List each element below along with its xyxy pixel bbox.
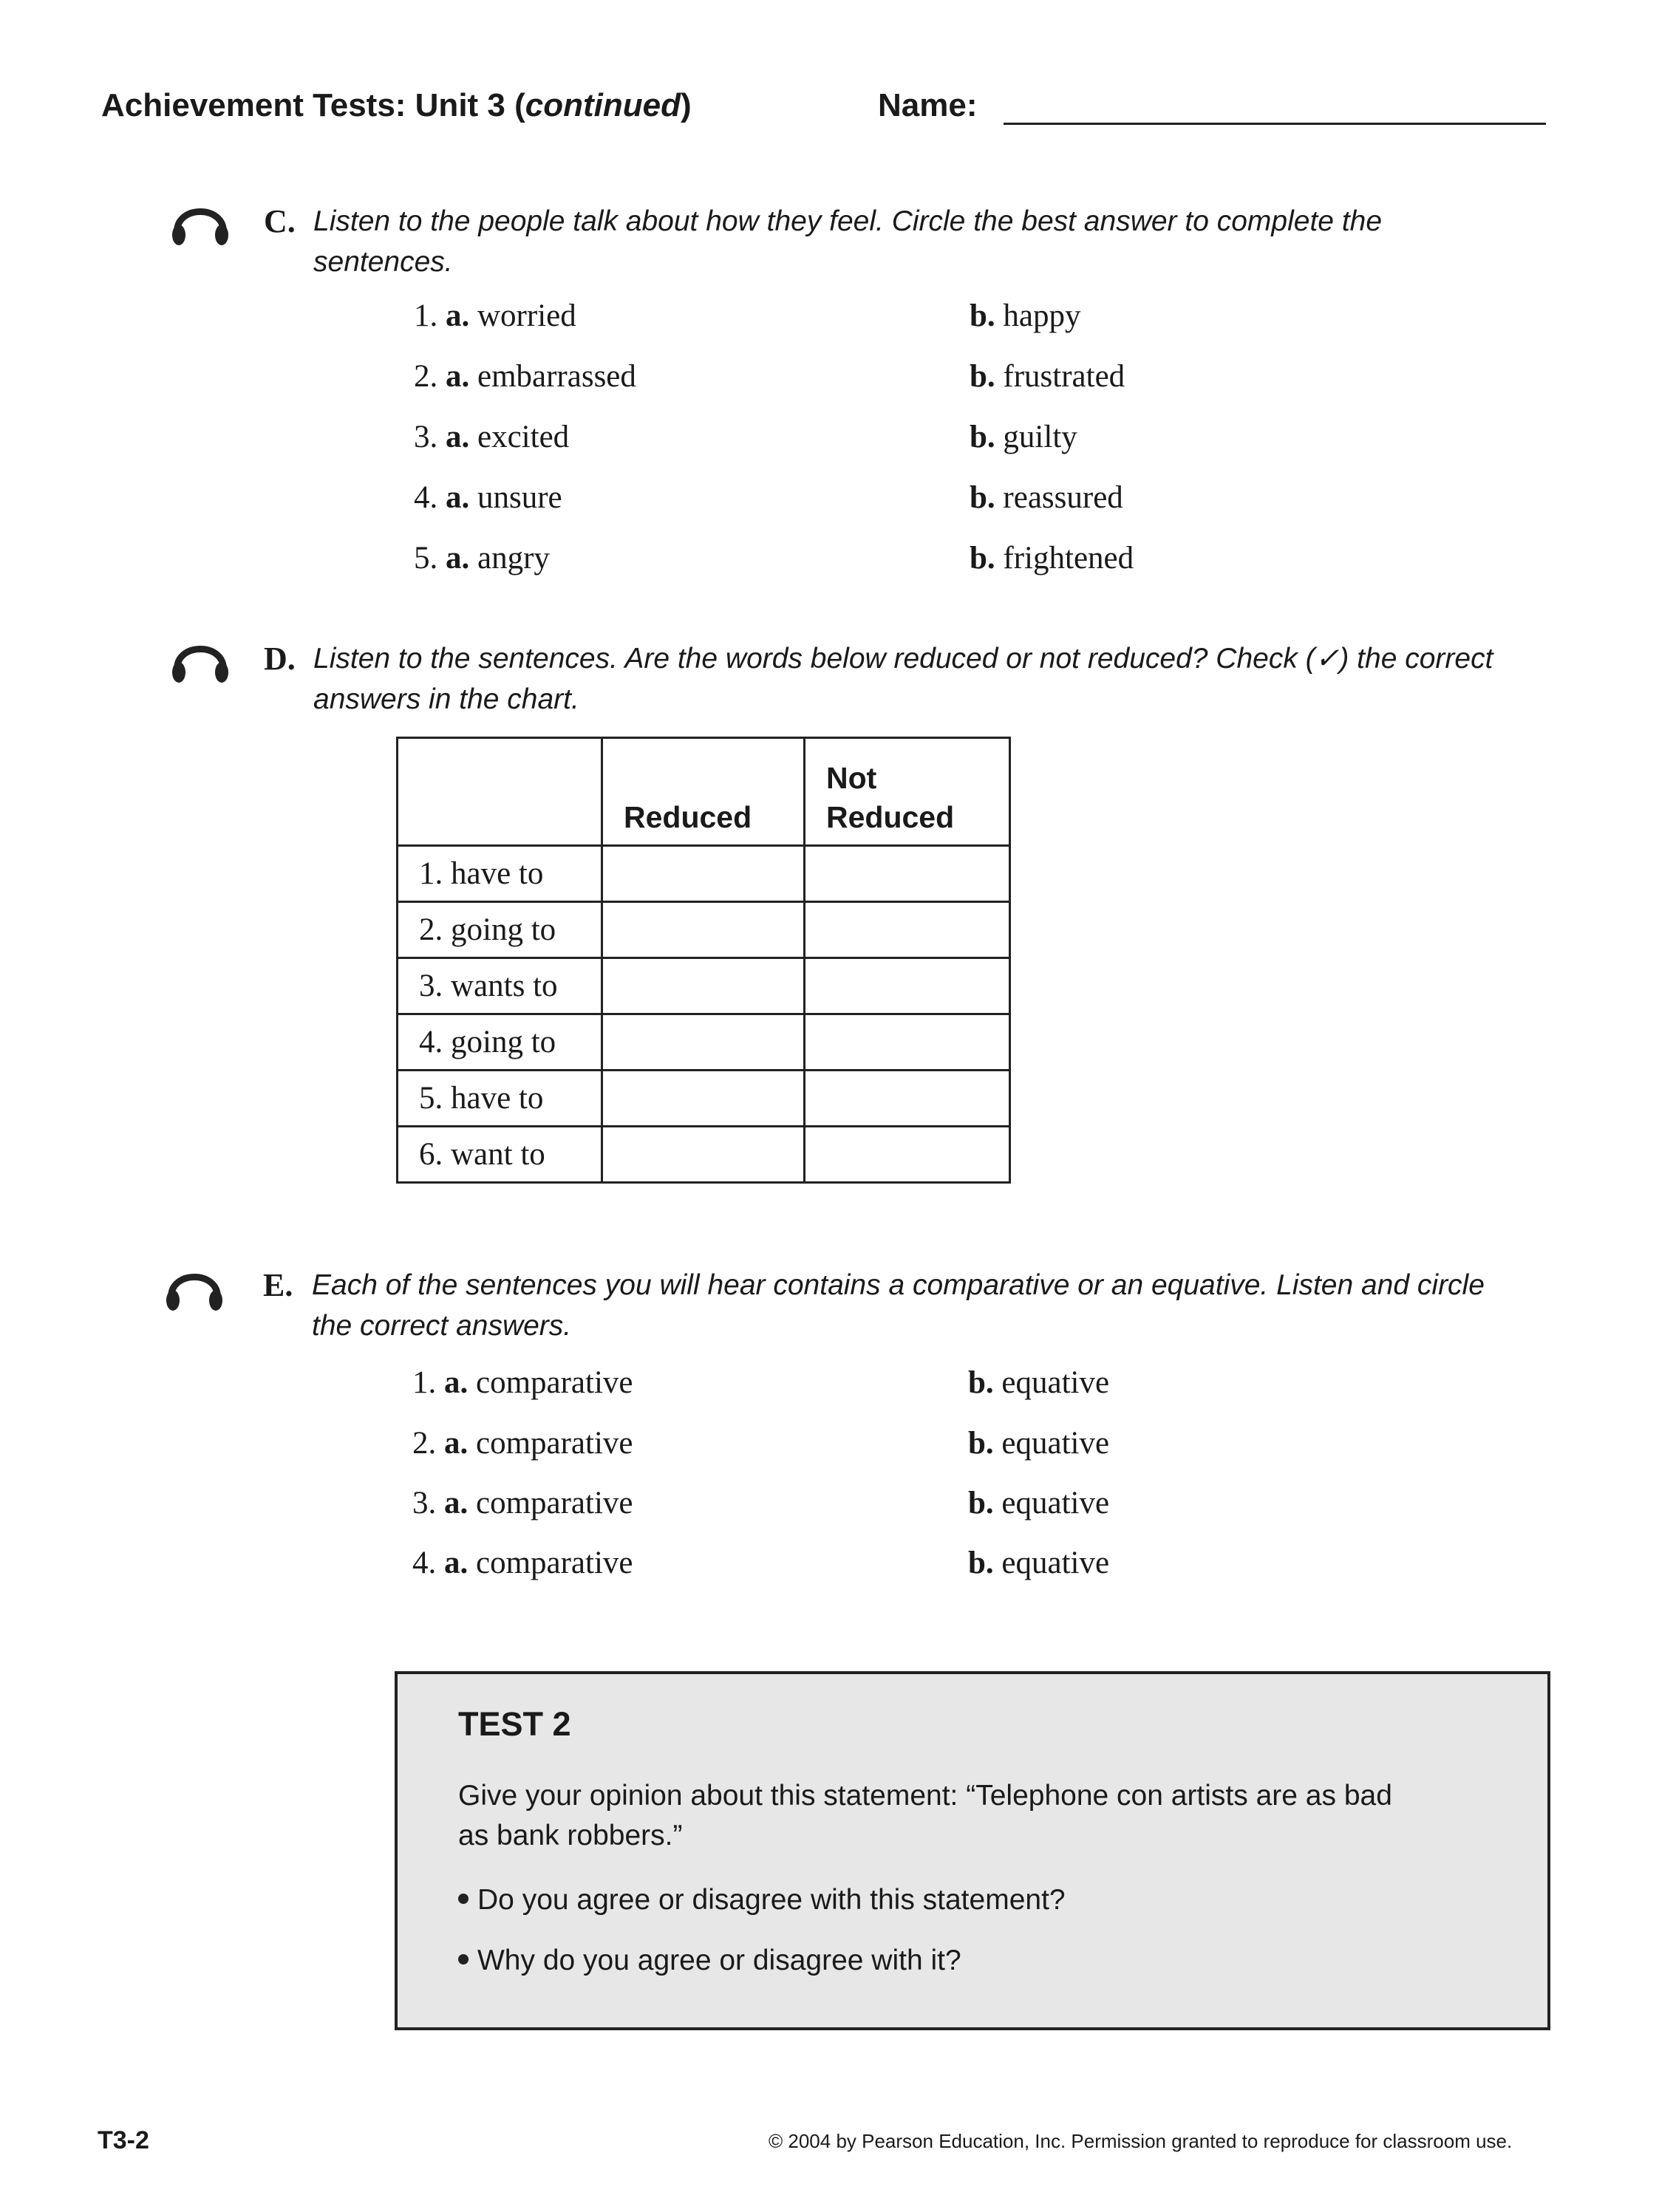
test2-title: TEST 2 bbox=[458, 1705, 571, 1743]
table-header-row bbox=[398, 738, 1010, 846]
table-row bbox=[398, 1071, 1010, 1127]
list-item: b. frightened bbox=[970, 541, 1134, 576]
headphones-icon bbox=[168, 627, 232, 686]
checkbox-reduced[interactable] bbox=[602, 1127, 805, 1183]
name-field[interactable] bbox=[1004, 123, 1546, 125]
list-item: Do you agree or disagree with this statement? bbox=[458, 1884, 1066, 1916]
table-row bbox=[398, 1127, 1010, 1183]
checkbox-not-reduced[interactable] bbox=[805, 1071, 1010, 1127]
table-cell-word: 5. have to bbox=[398, 1071, 602, 1127]
checkbox-not-reduced[interactable] bbox=[805, 1014, 1010, 1071]
list-item: 2. a. embarrassed bbox=[414, 359, 636, 394]
table-cell-word: 1. have to bbox=[398, 846, 602, 902]
list-item: 3. a. excited bbox=[414, 420, 570, 454]
table-cell-word: 3. wants to bbox=[398, 958, 602, 1014]
name-label: Name: bbox=[878, 87, 978, 123]
checkbox-reduced[interactable] bbox=[602, 1071, 805, 1127]
checkbox-not-reduced[interactable] bbox=[805, 846, 1010, 902]
table-row bbox=[398, 1014, 1010, 1071]
list-item: b. equative bbox=[968, 1546, 1110, 1580]
checkbox-not-reduced[interactable] bbox=[805, 902, 1010, 958]
list-item: 4. a. unsure bbox=[414, 480, 562, 515]
section-e-letter: E. bbox=[263, 1267, 293, 1303]
table-row bbox=[398, 958, 1010, 1014]
test2-prompt: Give your opinion about this statement: “Telephone con artists are as bad as bank robbers.” bbox=[458, 1780, 1392, 1851]
table-row bbox=[398, 846, 1010, 902]
checkbox-not-reduced[interactable] bbox=[805, 958, 1010, 1014]
list-item: 5. a. angry bbox=[414, 541, 550, 576]
list-item: b. reassured bbox=[970, 480, 1123, 515]
list-item: 2. a. comparative bbox=[412, 1426, 633, 1461]
checkbox-reduced[interactable] bbox=[602, 958, 805, 1014]
list-item: b. equative bbox=[968, 1365, 1110, 1400]
table-header-blank bbox=[398, 738, 602, 846]
checkbox-reduced[interactable] bbox=[602, 1014, 805, 1071]
list-item: 3. a. comparative bbox=[412, 1486, 633, 1520]
table-header-reduced: Reduced bbox=[602, 738, 805, 846]
list-item: 1. a. comparative bbox=[412, 1365, 633, 1400]
test2-box bbox=[395, 1671, 1550, 2030]
copyright-notice: © 2004 by Pearson Education, Inc. Permission granted to reproduce for classroom use. bbox=[769, 2130, 1513, 2152]
list-item: Why do you agree or disagree with it? bbox=[458, 1945, 961, 1977]
checkbox-reduced[interactable] bbox=[602, 902, 805, 958]
page-number: T3-2 bbox=[98, 2126, 149, 2154]
bullet-icon bbox=[458, 1894, 469, 1904]
table-row bbox=[398, 902, 1010, 958]
table-cell-word: 2. going to bbox=[398, 902, 602, 958]
table-cell-word: 4. going to bbox=[398, 1014, 602, 1071]
list-item: 1. a. worried bbox=[414, 298, 576, 333]
section-e-instructions: Each of the sentences you will hear contains a comparative or an equative. Listen and circle the correct answers. bbox=[312, 1269, 1485, 1342]
list-item: b. equative bbox=[968, 1486, 1110, 1520]
table-cell-word: 6. want to bbox=[398, 1127, 602, 1183]
page-title: Achievement Tests: Unit 3 (continued) bbox=[101, 87, 692, 123]
headphones-icon bbox=[163, 1255, 226, 1314]
bullet-icon bbox=[458, 1954, 469, 1964]
section-c-instructions: Listen to the people talk about how they feel. Circle the best answer to complete the sentences. bbox=[313, 205, 1383, 278]
checkbox-not-reduced[interactable] bbox=[805, 1127, 1010, 1183]
section-c-letter: C. bbox=[264, 203, 296, 239]
table-header-not-reduced: Not Reduced bbox=[805, 738, 1010, 846]
reduced-chart bbox=[396, 737, 1011, 1184]
headphones-icon bbox=[168, 189, 232, 248]
list-item: 4. a. comparative bbox=[412, 1546, 633, 1580]
section-d-letter: D. bbox=[264, 641, 296, 677]
section-d-instructions: Listen to the sentences. Are the words below reduced or not reduced? Check (✓) the correct answers in the chart. bbox=[313, 643, 1493, 715]
list-item: b. guilty bbox=[970, 420, 1077, 454]
checkbox-reduced[interactable] bbox=[602, 846, 805, 902]
list-item: b. equative bbox=[968, 1426, 1110, 1461]
list-item: b. frustrated bbox=[970, 359, 1125, 394]
list-item: b. happy bbox=[970, 298, 1081, 333]
